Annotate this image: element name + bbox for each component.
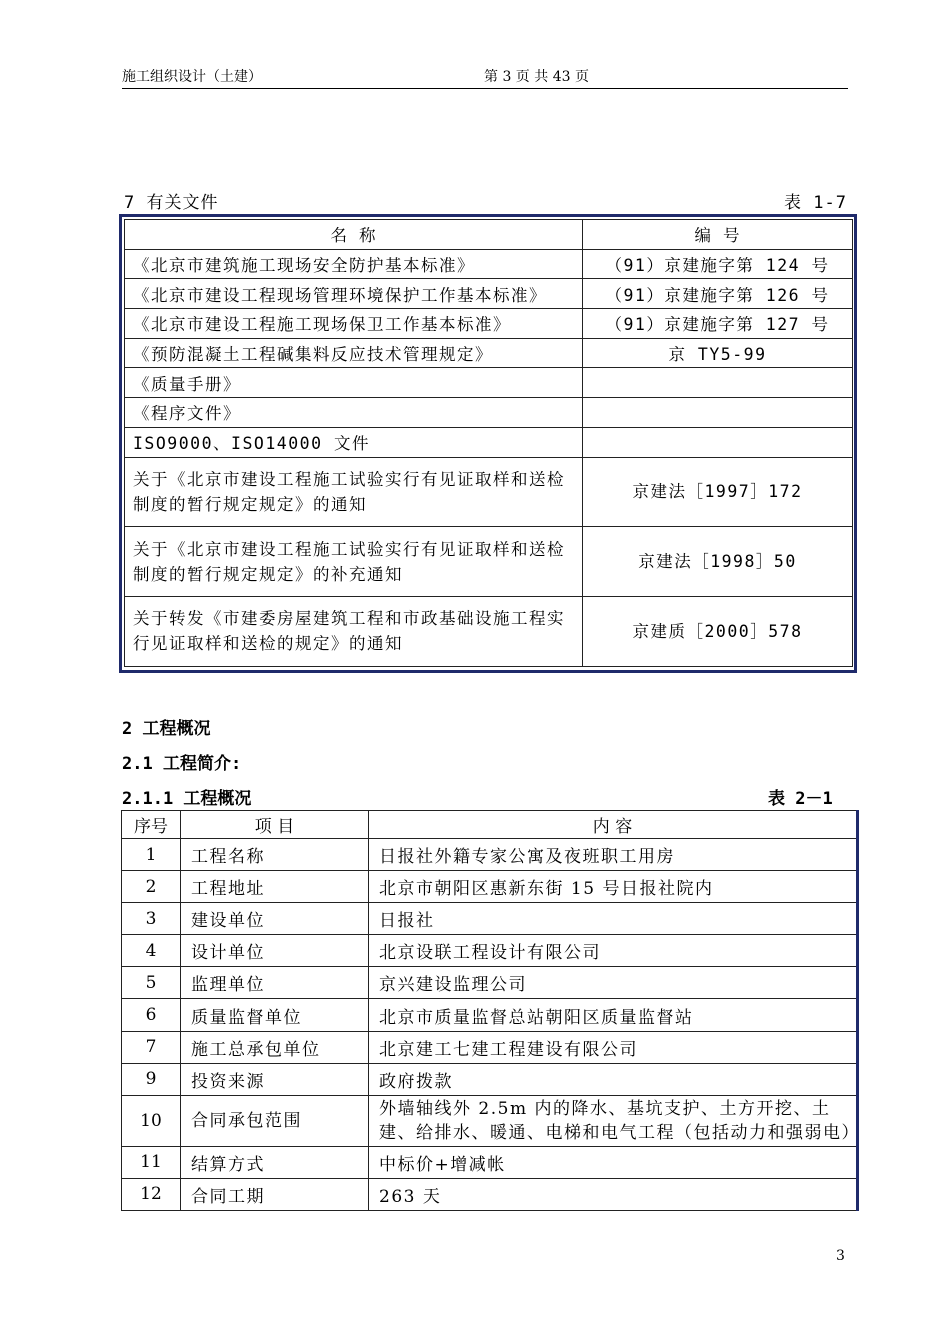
table-row: [122, 1031, 858, 1063]
row-no: 5: [122, 967, 181, 999]
table-row: [122, 1095, 858, 1146]
row-no: 12: [122, 1178, 181, 1210]
row-no: 3: [122, 903, 181, 935]
doc-code: [583, 398, 853, 428]
table-1-7-title: 7 有关文件: [124, 193, 219, 213]
header-item: 项 目: [181, 811, 369, 839]
doc-name: 《北京市建设工程施工现场保卫工作基本标准》: [125, 309, 583, 339]
doc-code: 京建质［2000］578: [583, 596, 853, 666]
table-row: [122, 871, 858, 903]
table-row: [125, 398, 853, 428]
row-item: 投资来源: [181, 1063, 369, 1095]
related-documents-table: [124, 219, 853, 667]
row-content: 外墙轴线外 2.5m 内的降水、基坑支护、土方开挖、土建、给排水、暖通、电梯和电气工程（包括动力和强弱电）: [369, 1095, 858, 1146]
row-no: 1: [122, 839, 181, 871]
doc-name: 关于《北京市建设工程施工试验实行有见证取样和送检制度的暂行规定规定》的补充通知: [125, 527, 583, 597]
row-no: 2: [122, 871, 181, 903]
row-content: 北京建工七建工程建设有限公司: [369, 1031, 858, 1063]
table-header-row: [125, 220, 853, 250]
row-content: 263 天: [369, 1178, 858, 1210]
section-2-title: 2 工程概况: [122, 719, 211, 739]
section-2-1-title: 2.1 工程简介:: [122, 754, 242, 774]
row-item: 施工总承包单位: [181, 1031, 369, 1063]
header-doc-title: 施工组织设计（土建）: [122, 69, 262, 85]
row-item: 合同承包范围: [181, 1095, 369, 1146]
table-row: [125, 427, 853, 457]
row-item: 合同工期: [181, 1178, 369, 1210]
doc-code: 京 TY5-99: [583, 338, 853, 368]
row-content: 中标价+增减帐: [369, 1146, 858, 1178]
table-row: [125, 596, 853, 666]
table-row: [125, 279, 853, 309]
row-item: 工程名称: [181, 839, 369, 871]
row-item: 工程地址: [181, 871, 369, 903]
row-content: 政府拨款: [369, 1063, 858, 1095]
doc-code: （91）京建施字第 126 号: [583, 279, 853, 309]
row-content: 日报社: [369, 903, 858, 935]
header-name: 名 称: [125, 220, 583, 250]
table-row: [122, 1063, 858, 1095]
page-number: 3: [836, 1248, 845, 1264]
doc-code: 京建法［1998］50: [583, 527, 853, 597]
project-overview-table: [121, 810, 859, 1211]
row-no: 6: [122, 999, 181, 1031]
table-row: [125, 457, 853, 527]
doc-name: 《质量手册》: [125, 368, 583, 398]
doc-name: 《程序文件》: [125, 398, 583, 428]
header-no: 序号: [122, 811, 181, 839]
table-2-1-label: 表 2－1: [768, 789, 833, 809]
table-row: [125, 309, 853, 339]
row-content: 北京设联工程设计有限公司: [369, 935, 858, 967]
doc-name: 《北京市建设工程现场管理环境保护工作基本标准》: [125, 279, 583, 309]
row-content: 日报社外籍专家公寓及夜班职工用房: [369, 839, 858, 871]
doc-name: 关于《北京市建设工程施工试验实行有见证取样和送检制度的暂行规定规定》的通知: [125, 457, 583, 527]
row-item: 监理单位: [181, 967, 369, 999]
doc-name: 《北京市建筑施工现场安全防护基本标准》: [125, 249, 583, 279]
doc-code: （91）京建施字第 124 号: [583, 249, 853, 279]
header-content: 内 容: [369, 811, 858, 839]
row-item: 结算方式: [181, 1146, 369, 1178]
doc-code: （91）京建施字第 127 号: [583, 309, 853, 339]
header-page-info: 第 3 页 共 43 页: [484, 69, 589, 85]
header-code: 编 号: [583, 220, 853, 250]
table-row: [122, 903, 858, 935]
doc-code: 京建法［1997］172: [583, 457, 853, 527]
row-no: 10: [122, 1095, 181, 1146]
table-row: [122, 1178, 858, 1210]
row-no: 4: [122, 935, 181, 967]
table-row: [122, 999, 858, 1031]
row-item: 质量监督单位: [181, 999, 369, 1031]
section-2-1-1-title: 2.1.1 工程概况: [122, 789, 252, 809]
page-header: [122, 64, 848, 89]
table-row: [122, 839, 858, 871]
row-content: 北京市朝阳区惠新东街 15 号日报社院内: [369, 871, 858, 903]
table-1-7-frame: [119, 214, 857, 673]
table-row: [122, 935, 858, 967]
doc-name: 《预防混凝土工程碱集料反应技术管理规定》: [125, 338, 583, 368]
table-row: [125, 368, 853, 398]
table-1-7-label: 表 1-7: [784, 193, 847, 213]
doc-code: [583, 368, 853, 398]
table-header-row: [122, 811, 858, 839]
row-item: 设计单位: [181, 935, 369, 967]
doc-name: 关于转发《市建委房屋建筑工程和市政基础设施工程实行见证取样和送检的规定》的通知: [125, 596, 583, 666]
doc-code: [583, 427, 853, 457]
row-no: 11: [122, 1146, 181, 1178]
row-no: 7: [122, 1031, 181, 1063]
row-content: 北京市质量监督总站朝阳区质量监督站: [369, 999, 858, 1031]
table-row: [125, 338, 853, 368]
row-no: 9: [122, 1063, 181, 1095]
table-row: [122, 1146, 858, 1178]
table-row: [125, 527, 853, 597]
doc-name: ISO9000、ISO14000 文件: [125, 427, 583, 457]
row-content: 京兴建设监理公司: [369, 967, 858, 999]
table-row: [125, 249, 853, 279]
table-row: [122, 967, 858, 999]
row-item: 建设单位: [181, 903, 369, 935]
